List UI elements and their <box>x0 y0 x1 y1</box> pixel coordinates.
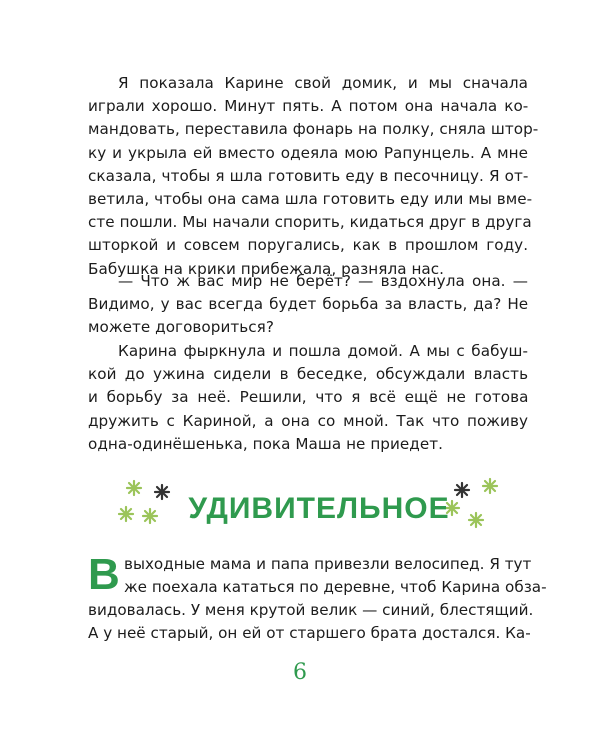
chapter-heading: УДИВИТЕЛЬНОЕ <box>188 492 450 525</box>
text-line: — Что ж вас мир не берёт? — вздохнула она. — <box>118 272 528 290</box>
paragraph-3 <box>88 340 528 456</box>
text-line: кой до ужина сидели в беседке, обсуждали власть <box>88 365 529 384</box>
text-line: ветила, чтобы она сама шла готовить еду или мы вме- <box>88 190 533 209</box>
chapter-heading-band <box>112 470 522 552</box>
text-line: сказала, чтобы я шла готовить еду в песочницу. Я от- <box>88 166 529 185</box>
paragraph-1 <box>88 72 539 281</box>
text-line: Я показала Карине свой домик, и мы сначала <box>118 74 528 92</box>
drop-cap: В <box>88 550 120 599</box>
text-line: ку и укрыла ей вместо одеяла мою Рапунцель. А мне <box>88 143 528 162</box>
text-line: сте пошли. Мы начали спорить, кидаться друг в друга <box>88 213 532 232</box>
text-line: Карина фыркнула и пошла домой. А мы с бабуш- <box>118 342 528 360</box>
text-line: можете договориться? <box>88 318 274 337</box>
text-line: и борьбу за неё. Решили, что я всё ещё не готова <box>88 388 529 407</box>
text-line: же поехала кататься по деревне, чтоб Карина обза- <box>124 578 547 596</box>
text-line: выходные мама и папа привезли велосипед. Я тут <box>124 555 532 573</box>
text-line: А у неё старый, он ей от старшего брата достался. Ка- <box>88 624 531 642</box>
text-line: шторкой и совсем поругались, как в прошлом году. <box>88 236 529 255</box>
paragraph-2 <box>88 270 528 340</box>
text-line: Видимо, у вас всегда будет борьба за власть, да? Не <box>88 295 529 314</box>
text-line: Бабушка на крики прибежала, разняла нас. <box>88 259 445 278</box>
page-number: 6 <box>293 660 307 685</box>
text-line: мандовать, переставила фонарь на полку, сняла штор- <box>88 120 539 139</box>
text-line: дружить с Кариной, а она со мной. Так что поживу <box>88 411 528 430</box>
text-line: одна-одинёшенька, пока Маша не приедет. <box>88 434 444 453</box>
text-line: видовалась. У меня крутой велик — синий, блестящий. <box>88 601 534 619</box>
text-line: играли хорошо. Минут пять. А потом она начала ко- <box>88 97 529 116</box>
